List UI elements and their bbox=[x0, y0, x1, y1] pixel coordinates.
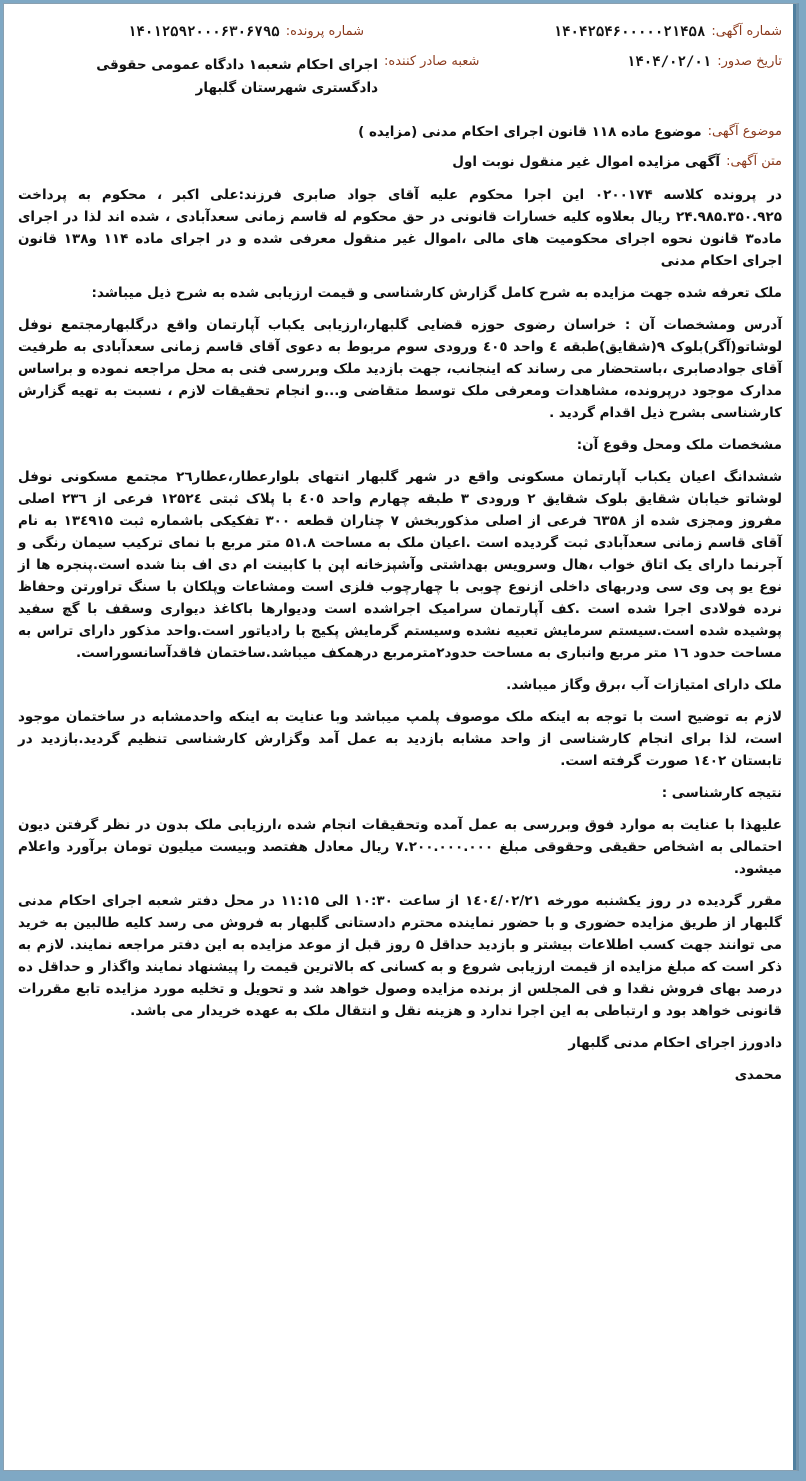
signature-name: محمدی bbox=[734, 1067, 782, 1083]
issue-date bbox=[479, 54, 782, 70]
paragraph-auction-terms: مقرر گردیده در روز یکشنبه مورخه ۱٤۰٤/۰۲/۲۱ از ساعت ۱۰:۳۰ الی ۱۱:۱۵ در محل دفتر شعبه اجرای احکام مدنی گلبهار از طریق مزایده حضوری و با حضور نماینده محترم دادستانی گلبهار به فروش می رسد کلیه طالبین به خرید می توانند جهت کسب اطلاعات بیشتر و بازدید حداقل ۵ روز قبل از موعد مزایده به این دفتر مراجعه نمایند. لازم به ذکر است که مبلغ مزایده از قیمت ارزیابی شروع و به کسانی که بالاترین قیمت را پیشنهاد نمایند واگذار و حداقل ده درصد بهای فروش نقدا و فی المجلس از برنده مزایده وصول خواهد شد و تحویل و تخلیه مورد مزایده تابع مقررات قانونی خواهد بود و ارتباطی به این اجرا ندارد و هزینه نقل و انتقال ملک به عهده خریدار می باشد. bbox=[18, 893, 783, 1019]
heading-appraisal-result: نتیجه کارشناسی : bbox=[661, 785, 782, 801]
notice-document bbox=[4, 4, 796, 1086]
paragraph-address: آدرس ومشخصات آن : خراسان رضوی حوزه قضایی گلبهار،ارزیابی یکباب آپارتمان واقع درگلبهارمجتمع نوفل لوشاتو(آگر)بلوک ۹(شقایق)طبقه ٤ واحد ٤٠٥ ورودی سوم مربوط به دعوی آقای قاسم زمانی سعدآبادی به طرفیت آقای جوادصابری ،باستحضار می رساند که اینجانب، جهت بازدید ملک وبررسی فنی به محل مراجعه نموده و براساس مدارک موجود درپرونده، مشاهدات ومعرفی ملک توسط متقاضی و...و انجام تحقیقات لازم ، نسبت به تهیه گزارش کارشناسی بشرح ذیل اقدام گردید . bbox=[18, 317, 783, 421]
issuer-value: اجرای احکام شعبه۱ دادگاه عمومی حقوقی دادگستری شهرستان گلبهار bbox=[96, 57, 378, 96]
heading-property-specs: مشخصات ملک ومحل وقوع آن: bbox=[576, 437, 782, 453]
paragraph-case-intro: در پرونده کلاسه ۰۲۰۰۱۷۴ این اجرا محکوم علیه آقای جواد صابری فرزند:علی اکبر ، محکوم به پرداخت ۲۴.۹۸۵.۳۵۰.۹۲۵ ریال بعلاوه کلیه خسارات قانونی در حق محکوم له قاسم زمانی سعدآبادی ، شده اند لذا در اجرای ماده۳ قانون نحوه اجرای محکومیت های مالی ،اموال غیر منقول معرفی شده و در اجرای ماده ۱۱۴ و۱۳۸ قانون اجرای احکام مدنی bbox=[18, 187, 783, 269]
header-row-2 bbox=[18, 54, 782, 100]
notice-number-label: شماره آگهی: bbox=[711, 24, 782, 39]
notice-text-value: آگهی مزایده اموال غیر منقول نوبت اول bbox=[452, 154, 721, 170]
notice-number bbox=[554, 24, 782, 40]
issue-date-label: تاریخ صدور: bbox=[717, 54, 782, 69]
topic-label: موضوع آگهی: bbox=[707, 124, 782, 139]
paragraph-property-specs: ششدانگ اعیان یکباب آپارتمان مسکونی واقع در شهر گلبهار انتهای بلوارعطار،عطار۲٦ مجتمع مسکونی نوفل لوشاتو خیابان شقایق بلوک شقایق ۲ ورودی ۳ طبقه چهارم واحد ٤٠٥ با پلاک ثبتی ۱۲۵۲٤ فرعی از ۲۳٦ اصلی مفروز ومجزی شده از ٦۳۵۸ فرعی از اصلی مذکوربخش ۷ چناران قطعه ۳۰۰ تفکیکی باشماره ثبت ۱۳٤۹۱۵ به نام آقای قاسم زمانی سعدآبادی ثبت گردیده است .اعیان ملک به مساحت ۵۱.۸ متر مربع با نمای ترکیب سیمان رنگی و آجرنما دارای یک اتاق خواب ،هال وسرویس بهداشتی وآشپزخانه اپن با کابینت ام دی اف بنا شده است.پنجره ها از نوع یو پی وی سی ودربهای داخلی ازنوع چوبی با چهارچوب فلزی است ومشاعات وپلکان با سنگ تراورتن وحفاظ نرده فولادی اجرا شده است .کف آپارتمان سرامیک اجراشده است ودیوارها باکاغذ دیواری وسقف با گچ سفید پوشیده شده است.سیستم سرمایش تعبیه نشده وسیستم گرمایش پکیج با رادیاتور است.واحد مذکور دارای تراس به مساحت حدود ۱٦ متر مربع وانباری به مساحت حدود۲مترمربع درهمکف میباشد.ساختمان فاقدآسانسوراست. bbox=[18, 469, 783, 661]
paragraph-inspection-note: لازم به توضیح است با توجه به اینکه ملک موصوف پلمپ میباشد وبا عنایت به اینکه واحدمشابه در ساختمان موجود است، لذا برای انجام کارشناسی از واحد مشابه بازدید به عمل آمد وگزارش کارشناسی تنظیم گردید.بازدید در تابستان ۱٤۰۲ صورت گرفته است. bbox=[18, 709, 782, 769]
notice-topic bbox=[18, 124, 782, 140]
issuer-label: شعبه صادر کننده: bbox=[384, 54, 480, 69]
notice-text-label: متن آگهی: bbox=[726, 154, 782, 169]
topic-value: موضوع ماده ۱۱۸ قانون اجرای احکام مدنی (مزایده ) bbox=[358, 124, 702, 140]
paragraph-appraisal-value: علیهذا با عنایت به موارد فوق وبررسی به عمل آمده وتحقیقات انجام شده ،ارزیابی ملک بدون در نظر گرفتن دیون احتمالی به اشخاص حقیقی وحقوقی مبلغ ۷.۲۰۰.۰۰۰.۰۰۰ ریال معادل هفتصد وبیست میلیون تومان برآورد واعلام میشود. bbox=[18, 817, 783, 877]
page-edge-rail bbox=[793, 4, 796, 1470]
signature-title: دادورز اجرای احکام مدنی گلبهار bbox=[568, 1035, 782, 1051]
case-number-value: ۱۴۰۱۲۵۹۲۰۰۰۶۳۰۶۷۹۵ bbox=[128, 24, 280, 40]
paragraph-property-intro: ملک تعرفه شده جهت مزایده به شرح کامل گزارش کارشناسی و قیمت ارزیابی شده به شرح ذیل میباشد: bbox=[91, 285, 782, 301]
issue-date-value: ۱۴۰۴/۰۲/۰۱ bbox=[626, 54, 712, 70]
case-number-label: شماره پرونده: bbox=[285, 24, 365, 39]
notice-number-value: ۱۴۰۴۲۵۴۶۰۰۰۰۰۲۱۴۵۸ bbox=[553, 24, 706, 40]
issuer bbox=[78, 54, 479, 100]
notice-text bbox=[18, 154, 782, 170]
notice-page bbox=[3, 3, 799, 1471]
header-row-1 bbox=[18, 24, 782, 40]
paragraph-utilities: ملک دارای امتیازات آب ،برق وگاز میباشد. bbox=[506, 677, 782, 693]
case-number bbox=[128, 24, 364, 40]
